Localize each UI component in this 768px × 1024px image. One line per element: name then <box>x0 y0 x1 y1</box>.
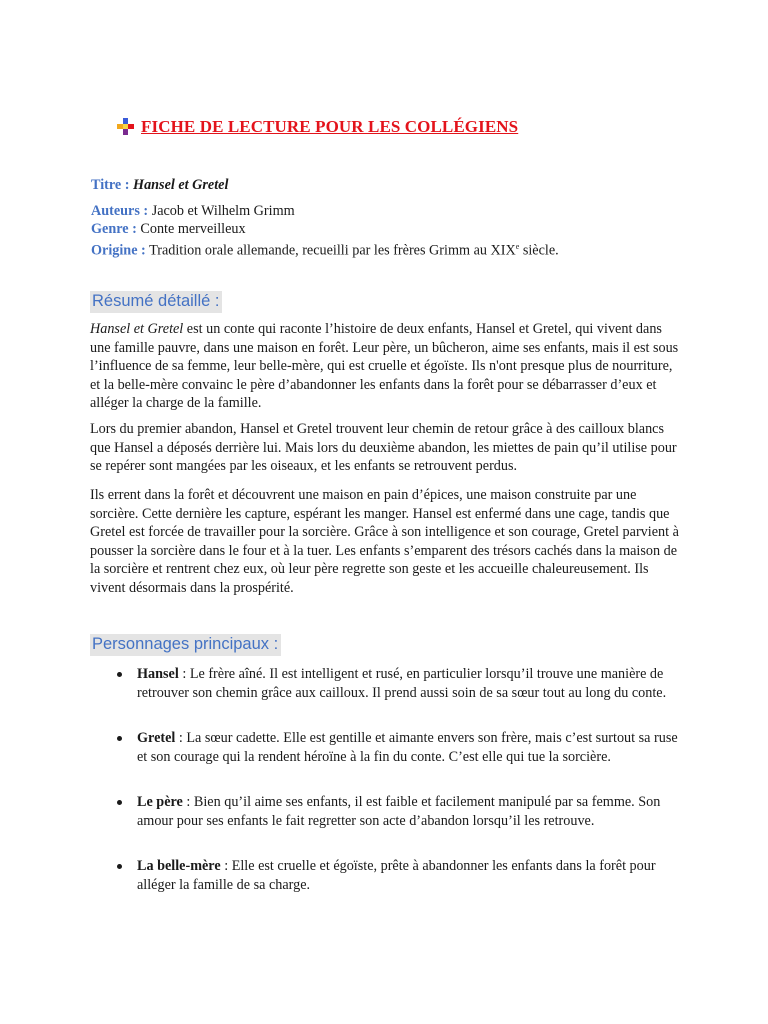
origine-sup: e <box>515 242 520 251</box>
character-description: : La sœur cadette. Elle est gentille et aimante envers son frère, mais c’est surtout sa ruse et son courage qui la rendent héroïne à la fin du conte. C’est elle qui tue la sorcière. <box>137 730 678 765</box>
auteurs-label: Auteurs : <box>91 203 149 219</box>
character-description: : Bien qu’il aime ses enfants, il est faible et facilement manipulé par sa femme. Son amour pour ses enfants le fait regretter son acte d’abandon lorsqu’il les retrouve. <box>137 794 661 829</box>
list-item <box>137 729 682 766</box>
resume-heading: Résumé détaillé : <box>90 291 222 313</box>
origine-value-post: siècle. <box>519 242 559 259</box>
resume-p1-italic: Hansel et Gretel <box>90 321 184 337</box>
colored-cross-bullet-icon <box>117 118 134 135</box>
meta-origine <box>91 238 559 260</box>
meta-titre <box>91 177 228 195</box>
meta-genre <box>91 221 559 239</box>
title-row <box>117 117 518 137</box>
origine-value-pre: Tradition orale allemande, recueilli par les frères Grimm au XIX <box>149 242 516 259</box>
resume-p1-rest: est un conte qui raconte l’histoire de deux enfants, Hansel et Gretel, qui vivent dans une famille pauvre, dans une maison en forêt. Leur père, un bûcheron, aime ses enfants, mais il est sous l’influence de sa femme, leur belle-mère, qui est cruelle et égoïste. Ils n'ont presque plus de nourriture, et la belle-mère convainc le père d’abandonner les enfants dans la forêt pour se débarrasser d’eux et alléger la charge de la famille. <box>90 321 679 412</box>
titre-value: Hansel et Gretel <box>133 177 229 193</box>
bullet-icon <box>117 672 122 677</box>
meta-auteurs <box>91 203 559 221</box>
character-name: Gretel <box>137 730 176 746</box>
genre-value: Conte merveilleux <box>140 220 246 237</box>
bullet-icon <box>117 800 122 805</box>
list-item <box>137 857 682 894</box>
personnages-heading: Personnages principaux : <box>90 634 281 656</box>
list-item <box>137 793 682 830</box>
document-title: FICHE DE LECTURE POUR LES COLLÉGIENS <box>141 117 519 136</box>
resume-paragraph-3: Ils errent dans la forêt et découvrent une maison en pain d’épices, une maison construite par une sorcière. Cette dernière les capture, espérant les manger. Hansel est enfermé dans une cage, tandis que Gretel est forcée de travailler pour la sorcière. Grâce à son intelligence et son courage, Gretel parvient à pousser la sorcière dans le four et à la tuer. Les enfants s’emparent des trésors cachés dans la maison de la sorcière et rentrent chez eux, où leur père regrette son geste et les accueille chaleureusement. Ils vivent désormais dans la prospérité. <box>90 487 679 596</box>
character-description: : Elle est cruelle et égoïste, prête à abandonner les enfants dans la forêt pour alléger la famille de sa charge. <box>137 858 656 893</box>
resume-paragraph-1 <box>90 320 680 413</box>
character-name: Le père <box>137 794 183 810</box>
character-name: La belle-mère <box>137 858 221 874</box>
titre-label: Titre : <box>91 177 130 193</box>
meta-block <box>91 203 559 260</box>
character-name: Hansel <box>137 666 179 682</box>
list-item <box>137 665 682 702</box>
origine-label: Origine : <box>91 242 146 259</box>
bullet-icon <box>117 736 122 741</box>
bullet-icon <box>117 864 122 869</box>
resume-paragraph-2: Lors du premier abandon, Hansel et Gretel trouvent leur chemin de retour grâce à des cailloux blancs que Hansel a déposés derrière lui. Mais lors du deuxième abandon, les miettes de pain qu’il utilise pour se repérer sont mangées par les oiseaux, et les enfants se retrouvent perdus. <box>90 421 677 475</box>
genre-label: Genre : <box>91 220 137 237</box>
auteurs-value: Jacob et Wilhelm Grimm <box>151 203 295 219</box>
character-description: : Le frère aîné. Il est intelligent et rusé, en particulier lorsqu’il trouve une manière de retrouver son chemin grâce aux cailloux. Il prend aussi soin de sa sœur tout au long du conte. <box>137 666 667 701</box>
